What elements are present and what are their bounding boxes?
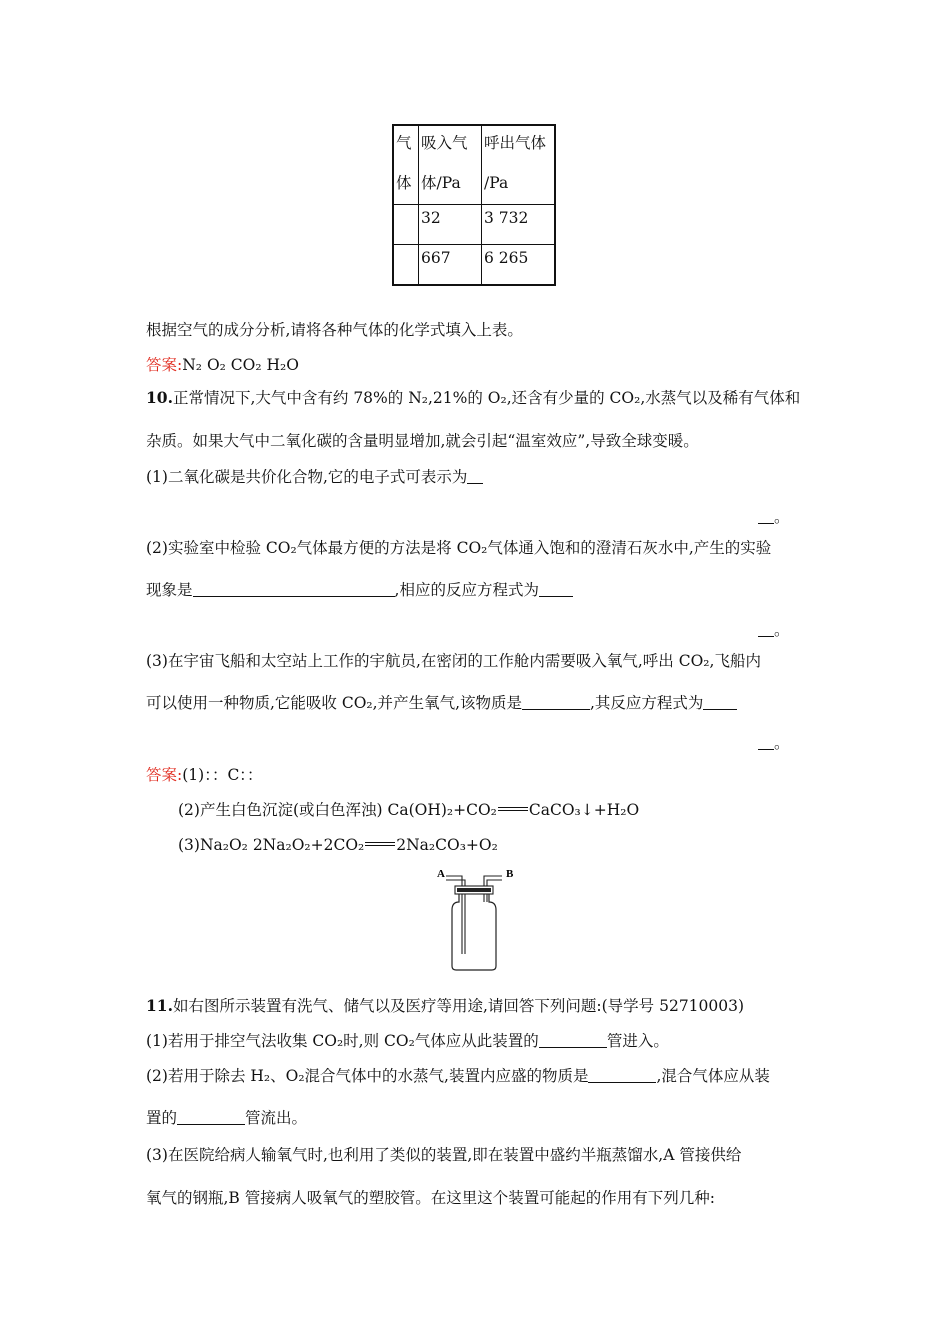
- table-cell: 32: [419, 205, 482, 245]
- q10-part3-line2: 可以使用一种物质,它能吸收 CO₂,并产生氧气,该物质是 ,其反应方程式为: [146, 693, 737, 713]
- q10-intro-line2: 杂质。如果大气中二氧化碳的含量明显增加,就会引起“温室效应”,导致全球变暖。: [146, 432, 699, 450]
- table-header-cell: 气 体: [393, 125, 419, 205]
- table-header-cell: 呼出气体 /Pa: [482, 125, 556, 205]
- question-number: 10.: [146, 388, 173, 407]
- answer-blank[interactable]: [467, 467, 483, 484]
- answer-blank[interactable]: [758, 507, 774, 524]
- q10-part2-end: 。: [758, 620, 790, 640]
- q10-part1: (1)二氧化碳是共价化合物,它的电子式可表示为: [146, 467, 483, 487]
- table-cell: 667: [419, 245, 482, 285]
- q10-answer-2: (2)产生白色沉淀(或白色浑浊) Ca(OH)₂+CO₂ CaCO₃↓+H₂O: [178, 801, 640, 819]
- answer-blank[interactable]: [703, 693, 737, 710]
- question-number: 11.: [146, 996, 173, 1015]
- q9-answer: [146, 355, 299, 375]
- answer-blank[interactable]: [177, 1108, 245, 1125]
- q11-part2-line2: 置的 管流出。: [146, 1109, 308, 1127]
- answer-blank[interactable]: [522, 693, 590, 710]
- q10-answer-3: (3)Na₂O₂ 2Na₂O₂+2CO₂ 2Na₂CO₃+O₂: [178, 836, 498, 854]
- table-row: [393, 205, 555, 245]
- answer-blank[interactable]: [758, 620, 774, 637]
- q10-part3-end: 。: [758, 733, 790, 753]
- stopper-band: [457, 888, 491, 892]
- bottle-body: [452, 894, 496, 970]
- q11-part3-line1: (3)在医院给病人输氧气时,也利用了类似的装置,即在装置中盛约半瓶蒸馏水,A 管接供给: [146, 1146, 742, 1164]
- table-cell: [393, 205, 419, 245]
- q10-part3-line1: (3)在宇宙飞船和太空站上工作的宇航员,在密闭的工作舱内需要吸入氧气,呼出 CO₂,飞船内: [146, 652, 761, 670]
- answer-blank[interactable]: [539, 1031, 607, 1048]
- answer-blank[interactable]: [539, 580, 573, 597]
- table-cell: 3 732: [482, 205, 556, 245]
- equation-equals-icon: [498, 807, 528, 811]
- gas-pressure-table: [392, 124, 556, 286]
- q10-part2-line2: 现象是 ,相应的反应方程式为: [146, 580, 573, 600]
- figure-label-a: A: [437, 868, 445, 880]
- answer-blank[interactable]: [588, 1066, 656, 1083]
- answer-text: N₂ O₂ CO₂ H₂O: [182, 356, 299, 374]
- table-header-cell: 吸入气 体/Pa: [419, 125, 482, 205]
- answer-blank[interactable]: [193, 580, 395, 597]
- q10-part1-end: 。: [758, 507, 790, 527]
- answer-label: 答案:: [146, 356, 183, 374]
- table-row: [393, 245, 555, 285]
- answer-label: 答案:: [146, 766, 183, 784]
- q9-instruction: 根据空气的成分分析,请将各种气体的化学式填入上表。: [146, 321, 523, 339]
- answer-blank[interactable]: [758, 733, 774, 750]
- table-cell: 6 265: [482, 245, 556, 285]
- figure-label-b: B: [506, 868, 514, 880]
- gas-washing-bottle-figure: [430, 862, 520, 974]
- q11-part2-line1: (2)若用于除去 H₂、O₂混合气体中的水蒸气,装置内应盛的物质是 ,混合气体应从装: [146, 1067, 770, 1085]
- q10-answer-1: 答案:(1)：：C：：: [146, 766, 263, 784]
- table-cell: [393, 245, 419, 285]
- table-header-row: [393, 125, 555, 205]
- q10-part2-line1: (2)实验室中检验 CO₂气体最方便的方法是将 CO₂气体通入饱和的澄清石灰水中,产生的实验: [146, 539, 772, 557]
- q11-intro: 11.如右图所示装置有洗气、储气以及医疗等用途,请回答下列问题:(导学号 52710003): [146, 996, 745, 1015]
- equation-equals-icon: [365, 842, 395, 846]
- q11-part1: (1)若用于排空气法收集 CO₂时,则 CO₂气体应从此装置的 管进入。: [146, 1032, 669, 1050]
- q11-part3-line2: 氧气的钢瓶,B 管接病人吸氧气的塑胶管。在这里这个装置可能起的作用有下列几种:: [146, 1189, 715, 1207]
- q10-intro-line1: 10.正常情况下,大气中含有约 78%的 N₂,21%的 O₂,还含有少量的 CO₂,水蒸气以及稀有气体和: [146, 388, 801, 407]
